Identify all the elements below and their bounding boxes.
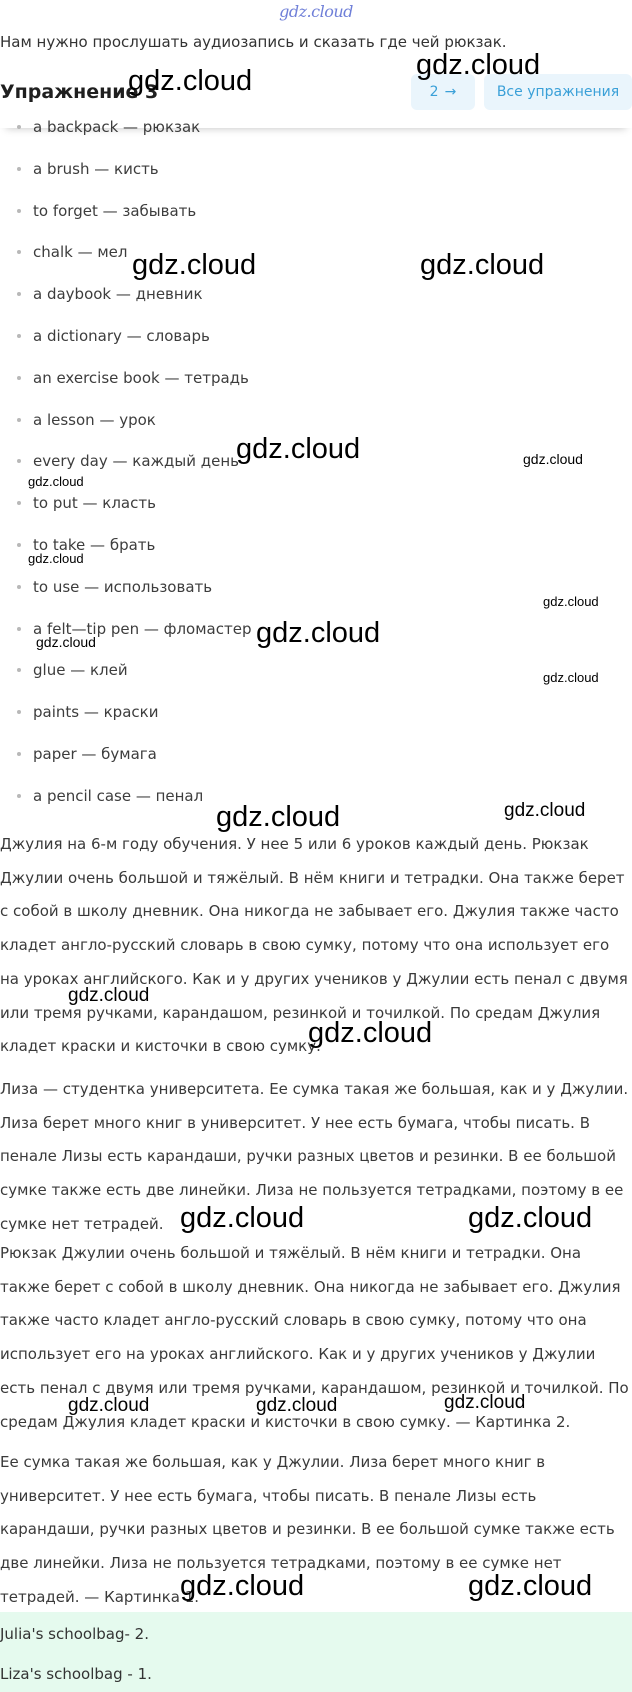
watermark: gdz.cloud: [180, 1202, 305, 1234]
watermark: gdz.cloud: [468, 1202, 593, 1234]
list-item: a lesson — урок: [0, 407, 632, 449]
watermark: gdz.cloud: [128, 65, 253, 97]
watermark: gdz.cloud: [420, 249, 545, 281]
watermark: gdz.cloud: [444, 1392, 526, 1413]
list-item: glue — клей: [0, 657, 632, 699]
answer-box: [0, 1612, 632, 1692]
watermark: gdz.cloud: [543, 594, 599, 609]
answer-paragraph-julia: Рюкзак Джулии очень большой и тяжёлый. В нём книги и тетрадки. Она также берет с собой в школу дневник. Она никогда не забывает его. Джулия также часто кладет англо-русский словарь в свою сумку, потому что она использует его на уроках английского. Как и у других учеников у Джулии есть пенал с двумя или тремя ручками, карандашом, резинкой и точилкой. По средам Джулия кладет краски и кисточки в свою сумку. — Картинка 2.: [0, 1244, 629, 1431]
list-item: a dictionary — словарь: [0, 323, 632, 365]
list-item: an exercise book — тетрадь: [0, 365, 632, 407]
watermark: gdz.cloud: [504, 800, 586, 821]
list-item: to put — класть: [0, 490, 632, 532]
watermark: gdz.cloud: [132, 249, 257, 281]
watermark: gdz.cloud: [308, 1017, 433, 1049]
watermark: gdz.cloud: [236, 433, 361, 465]
list-item: a pencil case — пенал: [0, 783, 632, 816]
watermark: gdz.cloud: [543, 670, 599, 685]
list-item: to forget — забывать: [0, 198, 632, 240]
watermark: gdz.cloud: [28, 551, 84, 566]
answer-liza: Liza's schoolbag - 1.: [0, 1665, 152, 1683]
list-item: to take — брать: [0, 532, 632, 574]
watermark: gdz.cloud: [36, 634, 96, 650]
site-logo[interactable]: gdz.cloud: [279, 2, 353, 21]
watermark: gdz.cloud: [68, 985, 150, 1006]
watermark: gdz.cloud: [68, 1395, 150, 1416]
watermark: gdz.cloud: [180, 1570, 305, 1602]
list-item: chalk — мел: [0, 239, 632, 281]
all-exercises-button[interactable]: Все упражнения: [484, 74, 632, 110]
list-item: to use — использовать: [0, 574, 632, 616]
list-item: a daybook — дневник: [0, 281, 632, 323]
next-exercise-number: 2: [429, 84, 439, 100]
task-description: Нам нужно прослушать аудиозапись и сказать где чей рюкзак.: [0, 33, 507, 51]
list-item: paper — бумага: [0, 741, 632, 783]
watermark: gdz.cloud: [216, 801, 341, 833]
list-item: a felt—tip pen — фломастер: [0, 616, 632, 658]
list-item: every day — каждый день: [0, 448, 632, 490]
answer-paragraph-liza: Ее сумка такая же большая, как у Джулии. Лиза берет много книг в университет. У нее есть бумага, чтобы писать. В пенале Лизы есть карандаши, ручки разных цветов и резинки. В ее большой сумке также есть две линейки. Лиза не пользуется тетрадками, поэтому в ее сумке нет тетрадей. — Картинка 1.: [0, 1453, 615, 1606]
text-paragraph-liza: Лиза — студентка университета. Ее сумка такая же большая, как и у Джулии. Лиза берет много книг в университет. У нее есть бумага, чтобы писать. В пенале Лизы есть карандаши, ручки разных цветов и резинки. В ее большой сумке также есть две линейки. Лиза не пользуется тетрадками, поэтому в ее сумке нет тетрадей.: [0, 1080, 629, 1233]
watermark: gdz.cloud: [416, 49, 541, 81]
watermark: gdz.cloud: [256, 1395, 338, 1416]
watermark: gdz.cloud: [468, 1570, 593, 1602]
arrow-right-icon: →: [444, 84, 457, 100]
watermark: gdz.cloud: [523, 451, 583, 467]
watermark: gdz.cloud: [256, 617, 381, 649]
list-item: a backpack — рюкзак: [0, 114, 632, 156]
exercise-title: Упражнение 3: [0, 81, 159, 103]
list-item: a brush — кисть: [0, 156, 632, 198]
text-paragraph-julia: Джулия на 6-м году обучения. У нее 5 или 6 уроков каждый день. Рюкзак Джулии очень большой и тяжёлый. В нём книги и тетрадки. Она также берет с собой в школу дневник. Она никогда не забывает его. Джулия также часто кладет англо-русский словарь в свою сумку, потому что она использует его на уроках английского. Как и у других учеников у Джулии есть пенал с двумя или тремя ручками, карандашом, резинкой и точилкой. По средам Джулия кладет краски и кисточки в свою сумку.: [0, 835, 628, 1056]
answer-julia: Julia's schoolbag- 2.: [0, 1625, 149, 1643]
watermark: gdz.cloud: [28, 474, 84, 489]
list-item: paints — краски: [0, 699, 632, 741]
